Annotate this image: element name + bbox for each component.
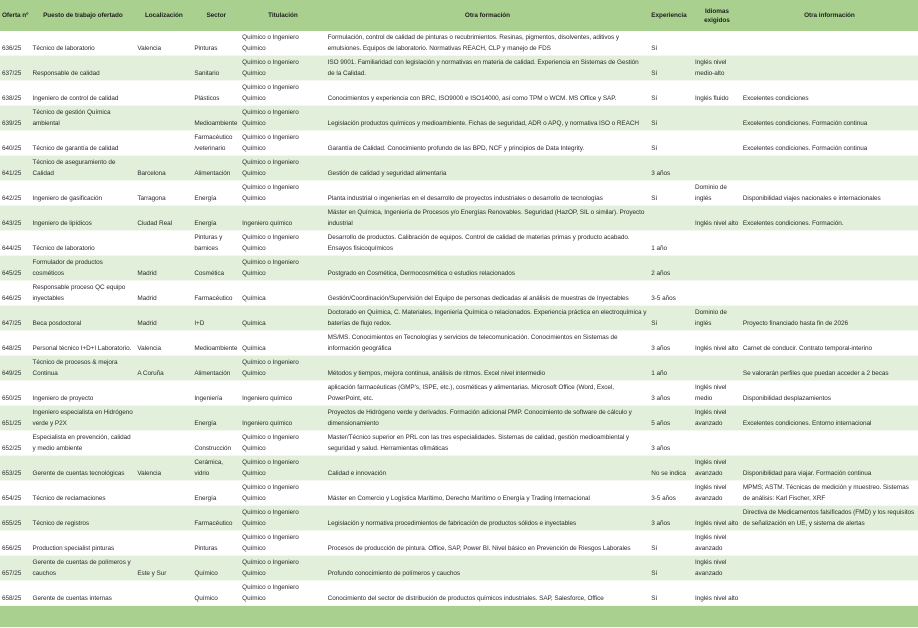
- cell-oferta[interactable]: 646/25: [0, 281, 31, 306]
- cell-oferta[interactable]: 636/25: [0, 31, 31, 56]
- cell-info[interactable]: [741, 431, 918, 456]
- cell-localizacion[interactable]: [135, 81, 192, 106]
- cell-formacion[interactable]: Profundo conocimiento de polímeros y cauchos: [326, 556, 650, 581]
- cell-oferta[interactable]: 645/25: [0, 256, 31, 281]
- cell-oferta[interactable]: 652/25: [0, 431, 31, 456]
- cell-formacion[interactable]: Desarrollo de productos. Calibración de equipos. Control de calidad de materias primas y producto acabado. Ensayos fisicoquímicos: [326, 231, 650, 256]
- cell-info[interactable]: MPMS; ASTM. Técnicas de medición y muestreo. Sistemas de análisis: Karl Fischer, XRF: [741, 481, 918, 506]
- cell-info[interactable]: Carnet de conducir. Contrato temporal-interino: [741, 331, 918, 356]
- cell-localizacion[interactable]: [135, 481, 192, 506]
- table-row: [0, 531, 918, 556]
- cell-sector[interactable]: Químico: [192, 581, 240, 606]
- cell-info[interactable]: Proyecto financiado hasta fin de 2026: [741, 306, 918, 331]
- header-info[interactable]: Otra información: [741, 0, 918, 31]
- table-row: [0, 331, 918, 356]
- cell-idiomas[interactable]: [693, 356, 741, 381]
- cell-puesto[interactable]: Formulador de productos cosméticos: [31, 256, 136, 281]
- footer-band: [0, 606, 918, 628]
- cell-titulacion[interactable]: Químico o Ingeniero Químico: [240, 31, 325, 56]
- cell-experiencia[interactable]: 3 años: [649, 156, 693, 181]
- table-row: [0, 156, 918, 181]
- cell-titulacion[interactable]: Químico o Ingeniero Químico: [240, 256, 325, 281]
- cell-sector[interactable]: Alimentación: [192, 156, 240, 181]
- table-body: [0, 31, 918, 628]
- cell-info[interactable]: Excelentes condiciones. Formación.: [741, 206, 918, 231]
- cell-formacion[interactable]: Doctorado en Química, C. Materiales, Ingeniería Química o relacionados. Experiencia práctica en electroquímica y baterías de flujo redox.: [326, 306, 650, 331]
- cell-formacion[interactable]: MS/MS. Conocimientos en Tecnologías y servicios de telecomunicación. Conocimientos en Sistemas de información geográfica: [326, 331, 650, 356]
- cell-oferta[interactable]: 640/25: [0, 131, 31, 156]
- cell-oferta[interactable]: 639/25: [0, 106, 31, 131]
- table-row: [0, 581, 918, 606]
- cell-sector[interactable]: Medioambiente: [192, 331, 240, 356]
- cell-idiomas[interactable]: Inglés nivel avanzado: [693, 556, 741, 581]
- table-row: [0, 381, 918, 406]
- cell-experiencia[interactable]: Sí: [649, 131, 693, 156]
- cell-puesto[interactable]: Técnico de laboratorio: [31, 31, 136, 56]
- cell-info[interactable]: Disponibilidad para viajar. Formación continua: [741, 456, 918, 481]
- cell-localizacion[interactable]: [135, 381, 192, 406]
- cell-idiomas[interactable]: [693, 231, 741, 256]
- cell-info[interactable]: Disponibilidad desplazamientos: [741, 381, 918, 406]
- table-row: [0, 306, 918, 331]
- cell-localizacion[interactable]: [135, 581, 192, 606]
- table-row: [0, 556, 918, 581]
- table-row: [0, 281, 918, 306]
- header-puesto[interactable]: Puesto de trabajo ofertado: [31, 0, 136, 31]
- cell-idiomas[interactable]: Inglés fluido: [693, 81, 741, 106]
- cell-sector[interactable]: I+D: [192, 306, 240, 331]
- cell-experiencia[interactable]: Sí: [649, 556, 693, 581]
- cell-titulacion[interactable]: Ingeniero químico: [240, 381, 325, 406]
- cell-sector[interactable]: Cerámica, vidrio: [192, 456, 240, 481]
- header-oferta[interactable]: Oferta nº: [0, 0, 31, 31]
- cell-idiomas[interactable]: [693, 281, 741, 306]
- cell-sector[interactable]: Energía: [192, 206, 240, 231]
- cell-titulacion[interactable]: Químico o Ingeniero Químico: [240, 581, 325, 606]
- cell-formacion[interactable]: Calidad e innovación: [326, 456, 650, 481]
- cell-idiomas[interactable]: Inglés nivel alto: [693, 506, 741, 531]
- cell-puesto[interactable]: Gerente de cuentas internas: [31, 581, 136, 606]
- cell-sector[interactable]: Alimentación: [192, 356, 240, 381]
- cell-localizacion[interactable]: Valencia: [135, 456, 192, 481]
- cell-experiencia[interactable]: 3 años: [649, 506, 693, 531]
- cell-experiencia[interactable]: Sí: [649, 181, 693, 206]
- cell-idiomas[interactable]: [693, 131, 741, 156]
- header-localizacion[interactable]: Localización: [135, 0, 192, 31]
- footer-band-cell: [0, 606, 918, 628]
- cell-experiencia[interactable]: 3 años: [649, 431, 693, 456]
- cell-experiencia[interactable]: Sí: [649, 581, 693, 606]
- cell-formacion[interactable]: ISO 9001. Familiaridad con legislación y normativas en materia de calidad. Experiencia en Sistemas de Gestión de la Calidad.: [326, 56, 650, 81]
- cell-info[interactable]: Disponibilidad viajes nacionales e internacionales: [741, 181, 918, 206]
- cell-sector[interactable]: Medioambiente: [192, 106, 240, 131]
- cell-formacion[interactable]: Postgrado en Cosmética, Dermocosmética o estudios relacionados: [326, 256, 650, 281]
- cell-puesto[interactable]: Beca posdoctoral: [31, 306, 136, 331]
- cell-sector[interactable]: Pinturas: [192, 31, 240, 56]
- cell-sector[interactable]: Farmacéutico /veterinario: [192, 131, 240, 156]
- cell-info[interactable]: Directiva de Medicamentos falsificados (FMD) y los requisitos de señalización en UE, y sistema de alertas: [741, 506, 918, 531]
- cell-puesto[interactable]: Responsable de calidad: [31, 56, 136, 81]
- cell-oferta[interactable]: 655/25: [0, 506, 31, 531]
- cell-info[interactable]: [741, 256, 918, 281]
- cell-titulacion[interactable]: Químico o Ingeniero Químico: [240, 431, 325, 456]
- cell-info[interactable]: Excelentes condiciones. Formación continua: [741, 131, 918, 156]
- cell-localizacion[interactable]: Valencia: [135, 31, 192, 56]
- cell-titulacion[interactable]: Ingeniero químico: [240, 206, 325, 231]
- cell-idiomas[interactable]: [693, 431, 741, 456]
- cell-sector[interactable]: Pinturas: [192, 531, 240, 556]
- table-row: [0, 406, 918, 431]
- cell-info[interactable]: [741, 231, 918, 256]
- cell-localizacion[interactable]: Barcelona: [135, 156, 192, 181]
- cell-sector[interactable]: Construcción: [192, 431, 240, 456]
- cell-oferta[interactable]: 653/25: [0, 456, 31, 481]
- cell-info[interactable]: [741, 531, 918, 556]
- cell-puesto[interactable]: Production specialist pinturas: [31, 531, 136, 556]
- table-row: [0, 456, 918, 481]
- cell-oferta[interactable]: 650/25: [0, 381, 31, 406]
- table-row: [0, 356, 918, 381]
- cell-oferta[interactable]: 657/25: [0, 556, 31, 581]
- cell-info[interactable]: Se valorarán perfiles que puedan acceder a 2 becas: [741, 356, 918, 381]
- cell-oferta[interactable]: 644/25: [0, 231, 31, 256]
- cell-puesto[interactable]: Ingeniero de control de calidad: [31, 81, 136, 106]
- table-row: [0, 256, 918, 281]
- cell-sector[interactable]: Pinturas y barnices: [192, 231, 240, 256]
- header-experiencia[interactable]: Experiencia: [649, 0, 693, 31]
- cell-titulacion[interactable]: Química: [240, 281, 325, 306]
- cell-experiencia[interactable]: 2 años: [649, 256, 693, 281]
- cell-formacion[interactable]: aplicación farmacéuticas (GMP's, ISPE, etc.), cosméticas y alimentarias. Microsoft Office (Word, Excel, PowerPoint, etc.: [326, 381, 650, 406]
- cell-oferta[interactable]: 658/25: [0, 581, 31, 606]
- cell-formacion[interactable]: Máster en Química, Ingeniería de Procesos y/o Energías Renovables. Seguridad (HazOP, SIL o similar). Proyecto industrial: [326, 206, 650, 231]
- cell-titulacion[interactable]: Químico o Ingeniero Químico: [240, 81, 325, 106]
- cell-titulacion[interactable]: Químico o Ingeniero Químico: [240, 356, 325, 381]
- cell-experiencia[interactable]: 3-5 años: [649, 481, 693, 506]
- cell-formacion[interactable]: Formulación, control de calidad de pinturas o recubrimientos. Resinas, pigmentos, disolventes, aditivos y emulsiones. Equipos de laboratorio. Normativas REACH, CLP y manejo de FDS: [326, 31, 650, 56]
- table-row: [0, 506, 918, 531]
- cell-idiomas[interactable]: [693, 156, 741, 181]
- cell-experiencia[interactable]: Sí: [649, 31, 693, 56]
- cell-info[interactable]: [741, 156, 918, 181]
- cell-experiencia[interactable]: 3-5 años: [649, 281, 693, 306]
- cell-titulacion[interactable]: Químico o Ingeniero Químico: [240, 156, 325, 181]
- cell-oferta[interactable]: 637/25: [0, 56, 31, 81]
- cell-oferta[interactable]: 642/25: [0, 181, 31, 206]
- cell-experiencia[interactable]: [649, 206, 693, 231]
- cell-localizacion[interactable]: Este y Sur: [135, 556, 192, 581]
- cell-sector[interactable]: Energía: [192, 406, 240, 431]
- cell-titulacion[interactable]: Química: [240, 306, 325, 331]
- cell-puesto[interactable]: Ingeniero especialista en Hidrógeno verde y P2X: [31, 406, 136, 431]
- cell-localizacion[interactable]: [135, 431, 192, 456]
- cell-info[interactable]: [741, 556, 918, 581]
- header-formacion[interactable]: Otra formación: [326, 0, 650, 31]
- cell-localizacion[interactable]: Madrid: [135, 256, 192, 281]
- cell-titulacion[interactable]: Químico o Ingeniero Químico: [240, 181, 325, 206]
- cell-experiencia[interactable]: 5 años: [649, 406, 693, 431]
- table-row: [0, 106, 918, 131]
- cell-oferta[interactable]: 649/25: [0, 356, 31, 381]
- table-row: [0, 431, 918, 456]
- cell-info[interactable]: [741, 281, 918, 306]
- cell-oferta[interactable]: 641/25: [0, 156, 31, 181]
- cell-localizacion[interactable]: [135, 56, 192, 81]
- cell-oferta[interactable]: 648/25: [0, 331, 31, 356]
- cell-sector[interactable]: Energía: [192, 181, 240, 206]
- cell-oferta[interactable]: 651/25: [0, 406, 31, 431]
- cell-info[interactable]: [741, 31, 918, 56]
- table-row: [0, 206, 918, 231]
- cell-puesto[interactable]: Técnico de reclamaciones: [31, 481, 136, 506]
- cell-localizacion[interactable]: [135, 506, 192, 531]
- table-row: [0, 31, 918, 56]
- cell-experiencia[interactable]: 3 años: [649, 331, 693, 356]
- cell-localizacion[interactable]: Ciudad Real: [135, 206, 192, 231]
- cell-titulacion[interactable]: Químico o Ingeniero Químico: [240, 56, 325, 81]
- cell-oferta[interactable]: 647/25: [0, 306, 31, 331]
- cell-titulacion[interactable]: Química: [240, 331, 325, 356]
- cell-puesto[interactable]: Técnico de garantía de calidad: [31, 131, 136, 156]
- cell-localizacion[interactable]: Madrid: [135, 281, 192, 306]
- header-row: [0, 0, 918, 31]
- header-idiomas[interactable]: Idiomas exigidos: [693, 0, 741, 31]
- header-sector[interactable]: Sector: [192, 0, 240, 31]
- table-row: [0, 231, 918, 256]
- cell-puesto[interactable]: Técnico de gestión Química ambiental: [31, 106, 136, 131]
- cell-info[interactable]: [741, 56, 918, 81]
- cell-formacion[interactable]: Legislación y normativa procedimientos de fabricación de productos sólidos e inyectables: [326, 506, 650, 531]
- cell-formacion[interactable]: Gestión/Coordinación/Supervisión del Equipo de personas dedicadas al análisis de muestras de Inyectables: [326, 281, 650, 306]
- cell-titulacion[interactable]: Químico o Ingeniero Químico: [240, 231, 325, 256]
- cell-localizacion[interactable]: Tarragona: [135, 181, 192, 206]
- cell-formacion[interactable]: Conocimiento del sector de distribución de productos químicos industriales. SAP, Salesforce, Office: [326, 581, 650, 606]
- cell-idiomas[interactable]: Inglés nivel avanzado: [693, 481, 741, 506]
- cell-idiomas[interactable]: Inglés nivel alto: [693, 206, 741, 231]
- cell-puesto[interactable]: Personal técnico I+D+I Laboratorio.: [31, 331, 136, 356]
- cell-puesto[interactable]: Técnico de registros: [31, 506, 136, 531]
- table-row: [0, 56, 918, 81]
- cell-idiomas[interactable]: Inglés nivel medio: [693, 381, 741, 406]
- cell-formacion[interactable]: Gestión de calidad y seguridad alimentaria: [326, 156, 650, 181]
- cell-titulacion[interactable]: Químico o Ingeniero Químico: [240, 131, 325, 156]
- cell-idiomas[interactable]: [693, 106, 741, 131]
- cell-localizacion[interactable]: A Coruña: [135, 356, 192, 381]
- cell-idiomas[interactable]: Inglés nivel avanzado: [693, 406, 741, 431]
- cell-titulacion[interactable]: Químico o Ingeniero Químico: [240, 106, 325, 131]
- cell-formacion[interactable]: Proyectos de Hidrógeno verde y derivados. Formación adicional PMP. Conocimiento de software de cálculo y dimensionamiento: [326, 406, 650, 431]
- cell-formacion[interactable]: Métodos y tiempos, mejora continua, análisis de ritmos. Excel nivel intermedio: [326, 356, 650, 381]
- cell-sector[interactable]: Plásticos: [192, 81, 240, 106]
- cell-localizacion[interactable]: [135, 531, 192, 556]
- cell-puesto[interactable]: Ingeniero de lipídicos: [31, 206, 136, 231]
- cell-puesto[interactable]: Gerente de cuentas de polímeros y cauchos: [31, 556, 136, 581]
- cell-idiomas[interactable]: Inglés nivel alto: [693, 331, 741, 356]
- table-row: [0, 131, 918, 156]
- cell-experiencia[interactable]: 1 año: [649, 356, 693, 381]
- cell-titulacion[interactable]: Ingeniero químico: [240, 406, 325, 431]
- cell-experiencia[interactable]: Sí: [649, 106, 693, 131]
- cell-experiencia[interactable]: Sí: [649, 306, 693, 331]
- cell-idiomas[interactable]: Dominio de inglés: [693, 181, 741, 206]
- cell-sector[interactable]: Energía: [192, 481, 240, 506]
- table-row: [0, 481, 918, 506]
- cell-idiomas[interactable]: Inglés nivel medio-alto: [693, 56, 741, 81]
- cell-localizacion[interactable]: [135, 406, 192, 431]
- cell-experiencia[interactable]: Sí: [649, 531, 693, 556]
- cell-sector[interactable]: Farmacéutico: [192, 281, 240, 306]
- cell-sector[interactable]: Sanitario: [192, 56, 240, 81]
- cell-formacion[interactable]: Planta industrial o ingenierías en el desarrollo de proyectos industriales o desarrollo de tecnologías: [326, 181, 650, 206]
- cell-formacion[interactable]: Procesos de producción de pintura. Office, SAP, Power BI. Nivel básico en Prevención de Riesgos Laborales: [326, 531, 650, 556]
- cell-info[interactable]: Excelentes condiciones: [741, 81, 918, 106]
- cell-puesto[interactable]: Ingeniero de gasificación: [31, 181, 136, 206]
- cell-sector[interactable]: Ingeniería: [192, 381, 240, 406]
- cell-idiomas[interactable]: Inglés nivel avanzado: [693, 456, 741, 481]
- cell-idiomas[interactable]: [693, 256, 741, 281]
- cell-titulacion[interactable]: Químico o Ingeniero Químico: [240, 506, 325, 531]
- cell-puesto[interactable]: Responsable proceso QC equipo inyectables: [31, 281, 136, 306]
- cell-sector[interactable]: Farmacéutico: [192, 506, 240, 531]
- cell-idiomas[interactable]: Inglés nivel avanzado: [693, 531, 741, 556]
- table-row: [0, 181, 918, 206]
- cell-info[interactable]: [741, 581, 918, 606]
- cell-experiencia[interactable]: Sí: [649, 56, 693, 81]
- cell-localizacion[interactable]: [135, 231, 192, 256]
- cell-idiomas[interactable]: Inglés nivel alto: [693, 581, 741, 606]
- cell-idiomas[interactable]: [693, 31, 741, 56]
- cell-oferta[interactable]: 654/25: [0, 481, 31, 506]
- cell-titulacion[interactable]: Químico o Ingeniero Químico: [240, 556, 325, 581]
- cell-localizacion[interactable]: [135, 106, 192, 131]
- cell-formacion[interactable]: Máster en Comercio y Logística Marítimo, Derecho Marítimo o Energía y Trading Internacional: [326, 481, 650, 506]
- cell-titulacion[interactable]: Químico o Ingeniero Químico: [240, 531, 325, 556]
- cell-puesto[interactable]: Ingeniero de proyecto: [31, 381, 136, 406]
- cell-info[interactable]: Excelentes condiciones. Entorno internacional: [741, 406, 918, 431]
- cell-puesto[interactable]: Gerente de cuentas tecnológicas: [31, 456, 136, 481]
- cell-puesto[interactable]: Técnico de procesos & mejora Continua: [31, 356, 136, 381]
- cell-localizacion[interactable]: Madrid: [135, 306, 192, 331]
- table-row: [0, 81, 918, 106]
- cell-sector[interactable]: Cosmética: [192, 256, 240, 281]
- cell-oferta[interactable]: 643/25: [0, 206, 31, 231]
- cell-puesto[interactable]: Técnico de aseguramiento de Calidad: [31, 156, 136, 181]
- cell-sector[interactable]: Químico: [192, 556, 240, 581]
- cell-localizacion[interactable]: Valencia: [135, 331, 192, 356]
- cell-experiencia[interactable]: 3 años: [649, 381, 693, 406]
- cell-experiencia[interactable]: 1 año: [649, 231, 693, 256]
- cell-formacion[interactable]: Master/Técnico superior en PRL con las tres especialidades. Sistemas de calidad, gestión medioambiental y seguridad y salud. Herramientas ofimáticas: [326, 431, 650, 456]
- cell-experiencia[interactable]: Sí: [649, 81, 693, 106]
- cell-formacion[interactable]: Legislación productos químicos y medioambiente. Fichas de seguridad, ADR o APQ, y normativa ISO o REACH: [326, 106, 650, 131]
- cell-puesto[interactable]: Especialista en prevención, calidad y medio ambiente: [31, 431, 136, 456]
- cell-localizacion[interactable]: [135, 131, 192, 156]
- cell-puesto[interactable]: Técnico de laboratorio: [31, 231, 136, 256]
- cell-formacion[interactable]: Conocimientos y experiencia con BRC, ISO9000 e ISO14000, así como TPM o WCM. MS Office y SAP.: [326, 81, 650, 106]
- cell-formacion[interactable]: Garantía de Calidad. Conocimiento profundo de las BPD, NCF y principios de Data Integrity.: [326, 131, 650, 156]
- cell-titulacion[interactable]: Químico o Ingeniero Químico: [240, 456, 325, 481]
- cell-oferta[interactable]: 656/25: [0, 531, 31, 556]
- cell-idiomas[interactable]: Dominio de inglés: [693, 306, 741, 331]
- cell-experiencia[interactable]: No se indica: [649, 456, 693, 481]
- cell-info[interactable]: Excelentes condiciones. Formación continua: [741, 106, 918, 131]
- cell-titulacion[interactable]: Químico o Ingeniero Químico: [240, 481, 325, 506]
- cell-oferta[interactable]: 638/25: [0, 81, 31, 106]
- header-titulacion[interactable]: Titulación: [240, 0, 325, 31]
